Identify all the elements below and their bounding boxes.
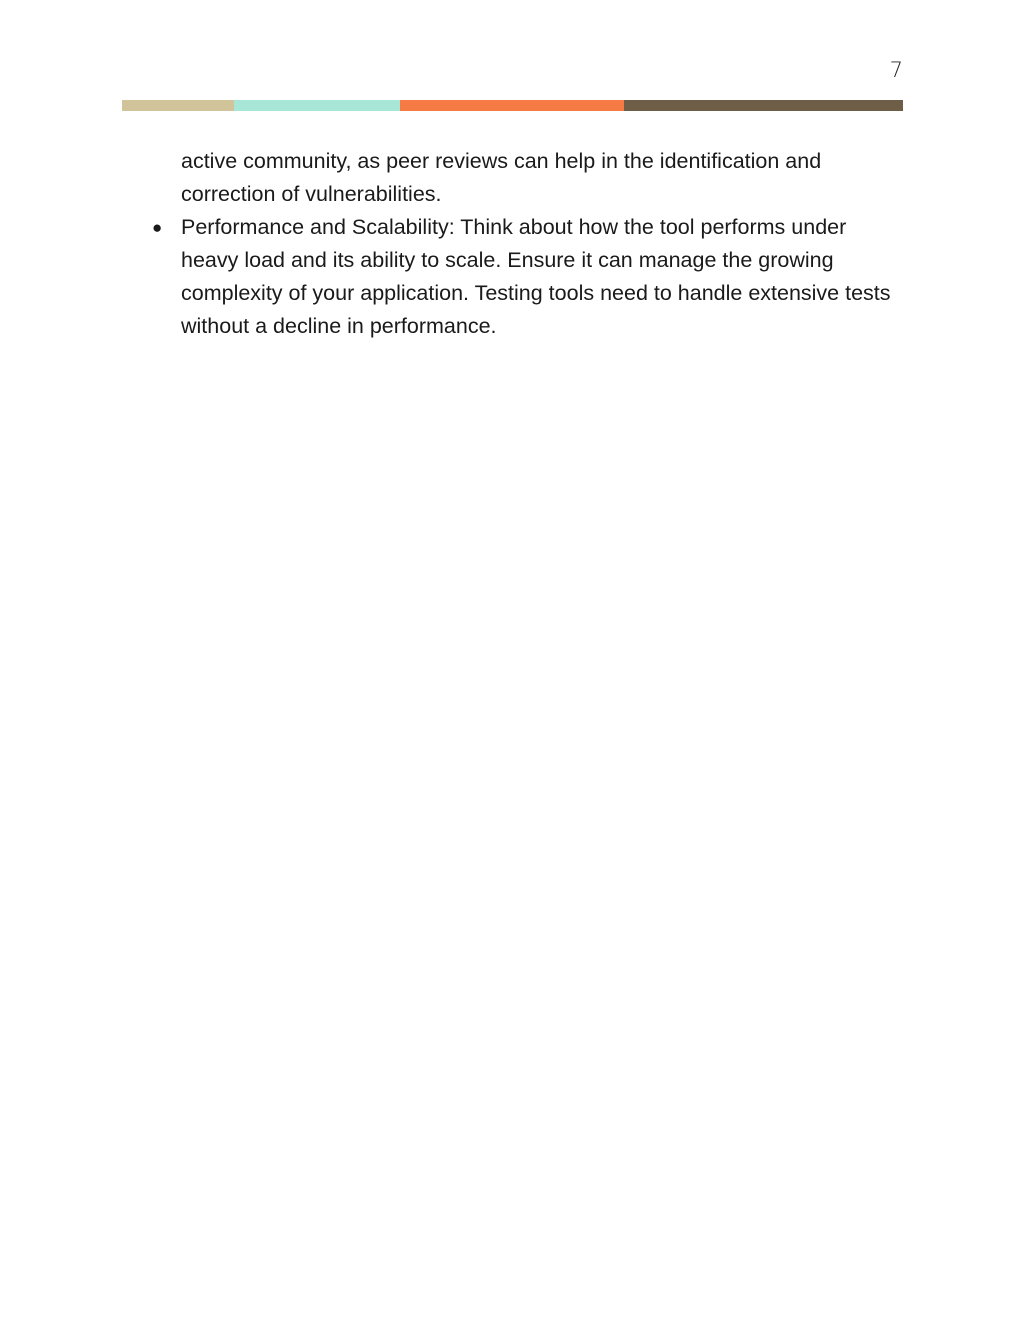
bullet-text: Performance and Scalability: Think about how the tool performs under heavy load and its ability to scale. Ensure it can manage the growing complexity of your application. Testing tools need to handle extensive tests without a decline in performance. [181,215,891,338]
color-bar-segment-1 [122,100,234,111]
bullet-dot-icon: ● [152,218,163,237]
color-bar-segment-3 [400,100,624,111]
page-number: 7 [889,58,903,82]
bullet-item [152,211,901,343]
continuation-paragraph: active community, as peer reviews can help in the identification and correction of vulnerabilities. [181,149,822,206]
bullet-list [152,211,901,343]
color-bar-segment-2 [234,100,400,111]
header-color-bar [122,100,903,111]
color-bar-segment-4 [624,100,903,111]
page-content [152,145,901,343]
